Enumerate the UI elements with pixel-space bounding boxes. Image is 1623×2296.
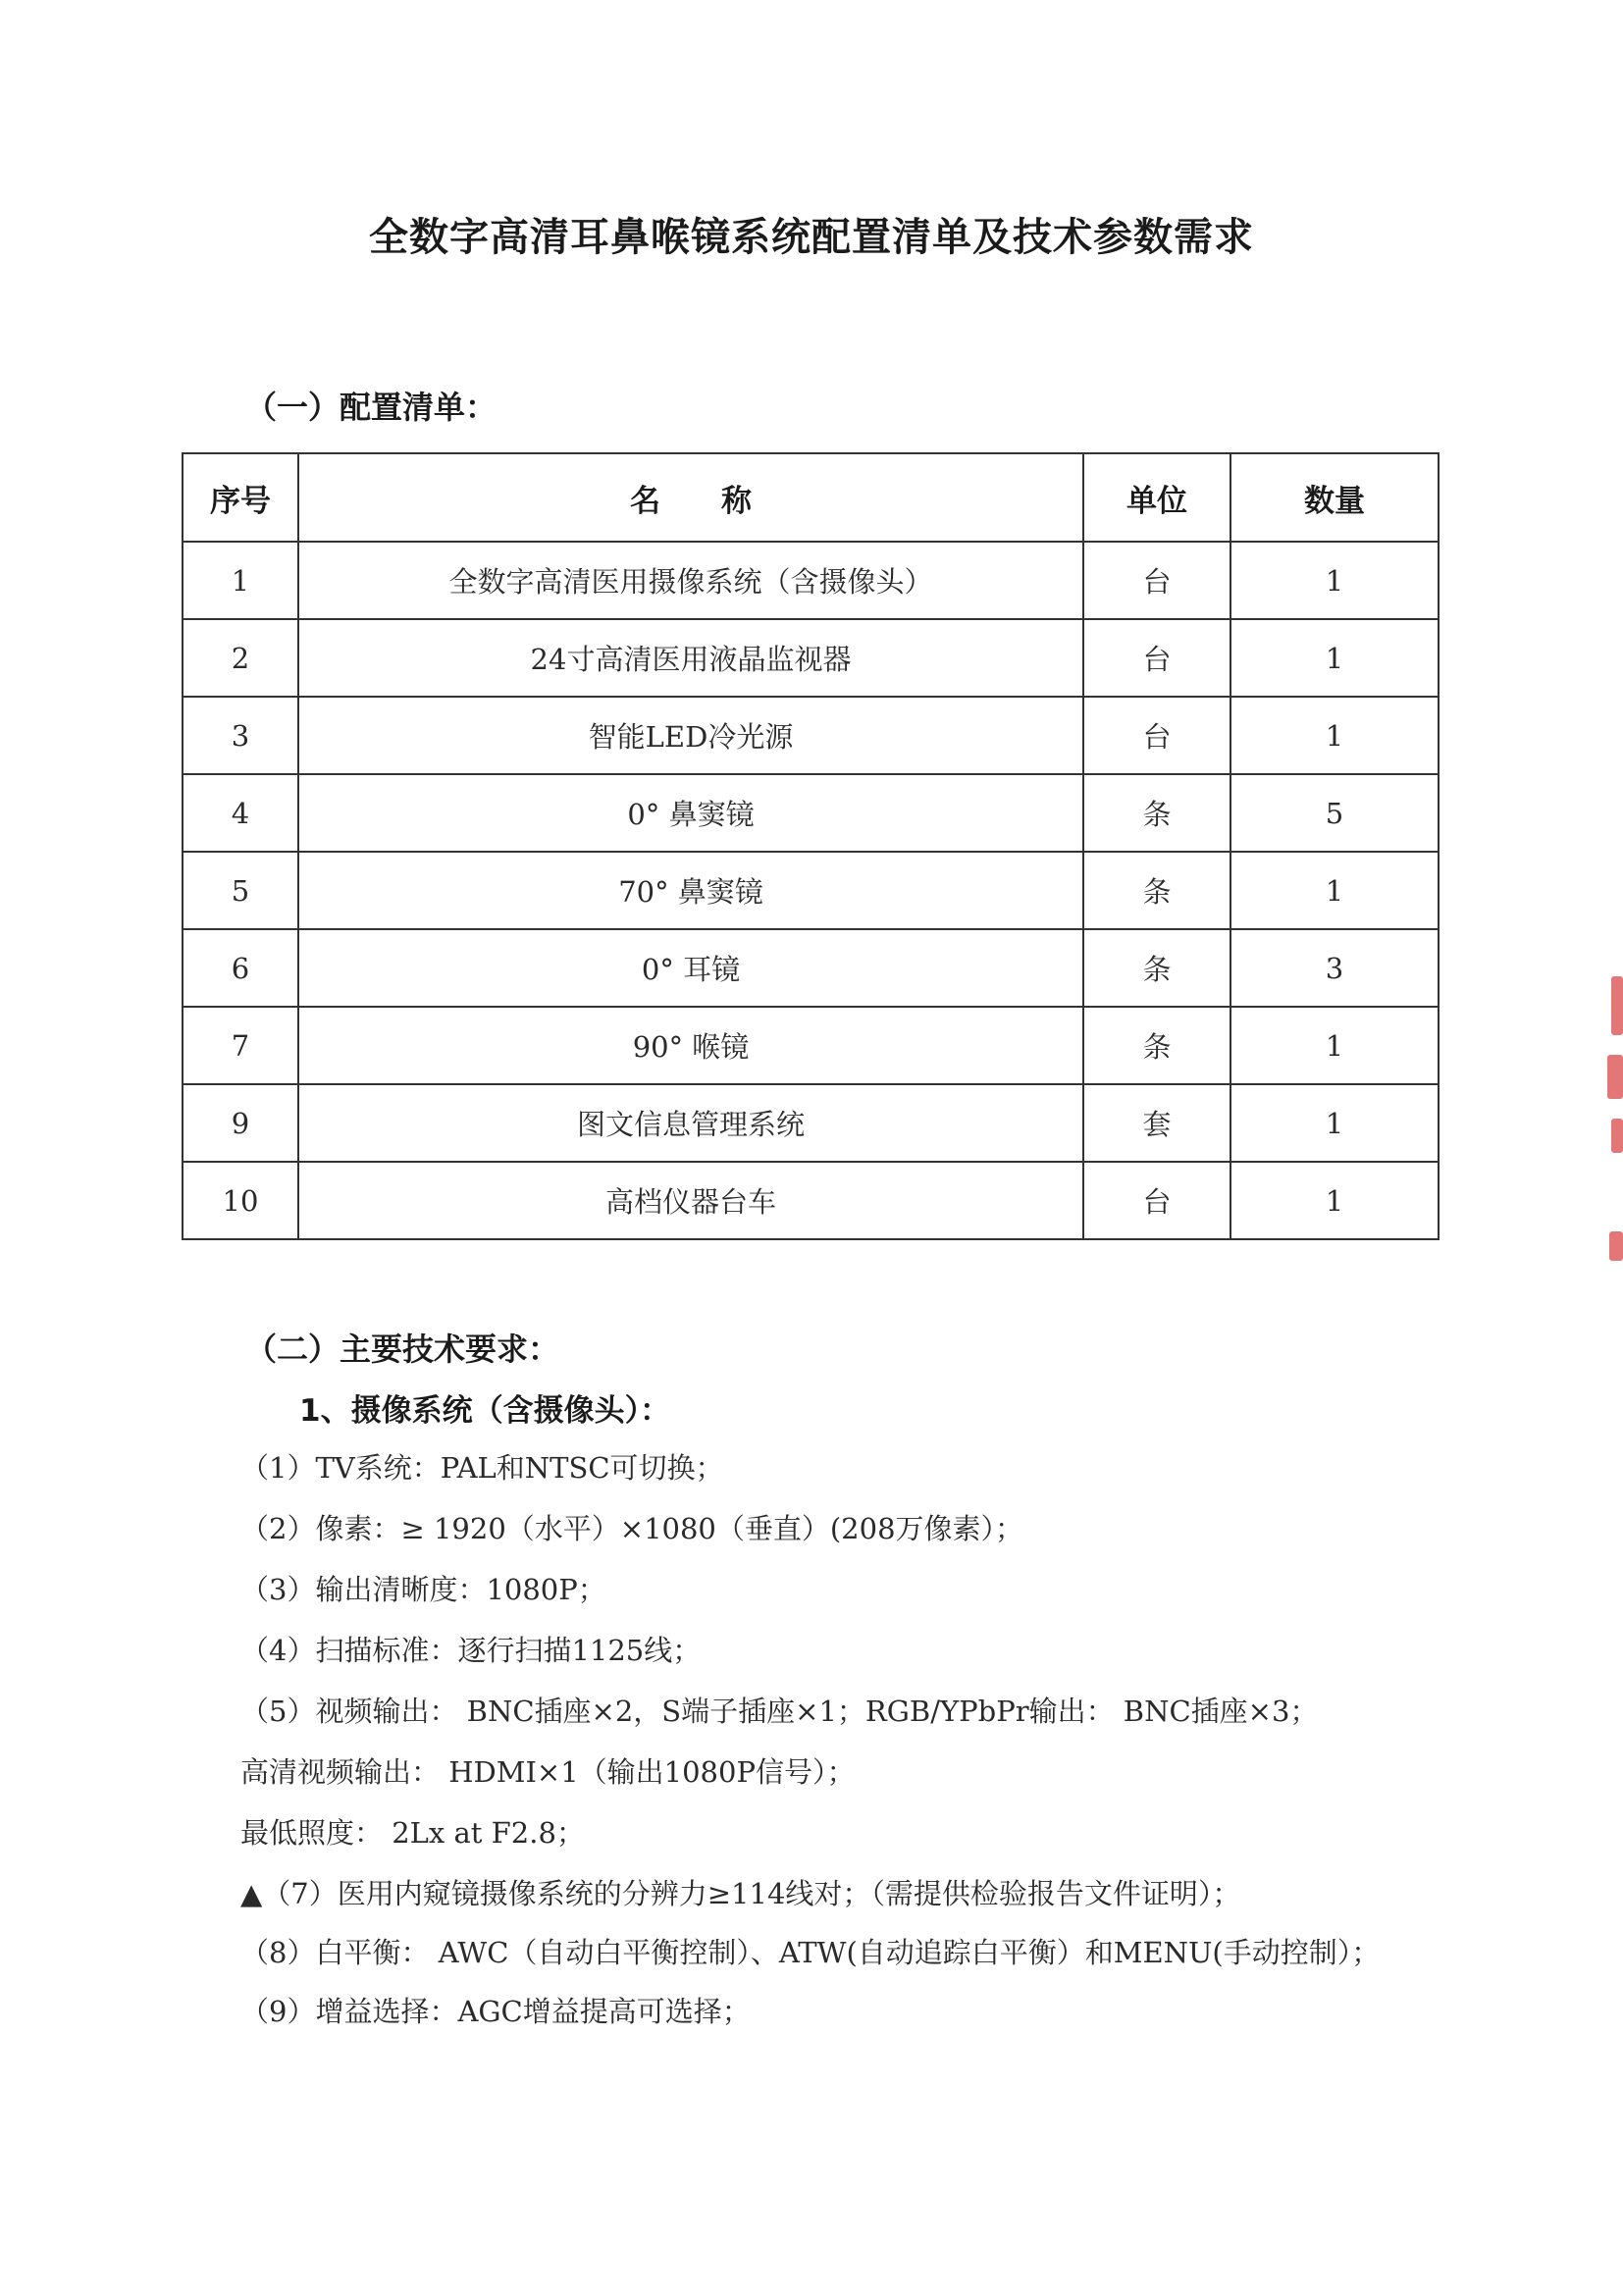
header-name: 名 称	[298, 453, 1083, 542]
cell-no: 3	[183, 697, 298, 774]
table-row	[183, 619, 1439, 697]
cell-unit: 条	[1083, 852, 1230, 929]
table-row	[183, 774, 1439, 852]
cell-name: 智能LED冷光源	[298, 697, 1083, 774]
seal-edge-mark	[1611, 976, 1623, 1035]
seal-edge-mark	[1607, 1055, 1623, 1099]
list-item: 高清视频输出： HDMI×1（输出1080P信号）；	[240, 1755, 856, 1789]
cell-no: 10	[183, 1162, 298, 1239]
cell-no: 5	[183, 852, 298, 929]
cell-name: 0° 鼻窦镜	[298, 774, 1083, 852]
table-row	[183, 1007, 1439, 1084]
cell-qty: 1	[1230, 542, 1439, 619]
cell-unit: 套	[1083, 1084, 1230, 1162]
config-table-header-row	[183, 453, 1439, 542]
cell-no: 2	[183, 619, 298, 697]
header-unit: 单位	[1083, 453, 1230, 542]
cell-no: 1	[183, 542, 298, 619]
list-item: （8）白平衡： AWC（自动白平衡控制）、ATW(自动追踪白平衡）和MENU(手动控制）；	[240, 1936, 1381, 1969]
list-item: （9）增益选择：AGC增益提高可选择；	[240, 1995, 751, 2028]
seal-edge-mark	[1611, 1119, 1623, 1153]
cell-qty: 1	[1230, 852, 1439, 929]
table-row	[183, 852, 1439, 929]
cell-name: 90° 喉镜	[298, 1007, 1083, 1084]
cell-name: 70° 鼻窦镜	[298, 852, 1083, 929]
cell-qty: 3	[1230, 929, 1439, 1007]
list-item: 最低照度： 2Lx at F2.8；	[240, 1816, 585, 1850]
cell-unit: 台	[1083, 697, 1230, 774]
list-item: （3）输出清晰度：1080P；	[240, 1573, 606, 1606]
subheading-camera-system: 1、摄像系统（含摄像头）：	[299, 1393, 671, 1429]
cell-qty: 5	[1230, 774, 1439, 852]
cell-qty: 1	[1230, 1084, 1439, 1162]
list-item: （4）扫描标准：逐行扫描1125线；	[240, 1634, 702, 1667]
cell-unit: 台	[1083, 542, 1230, 619]
table-row	[183, 697, 1439, 774]
cell-no: 9	[183, 1084, 298, 1162]
list-item: （2）像素：≥ 1920（水平）×1080（垂直）(208万像素）；	[240, 1512, 1024, 1545]
seal-edge-mark	[1609, 1231, 1623, 1261]
header-no: 序号	[183, 453, 298, 542]
cell-unit: 条	[1083, 929, 1230, 1007]
cell-qty: 1	[1230, 619, 1439, 697]
cell-unit: 台	[1083, 619, 1230, 697]
table-row	[183, 1162, 1439, 1239]
table-row	[183, 1084, 1439, 1162]
cell-qty: 1	[1230, 697, 1439, 774]
list-item: ▲（7）医用内窥镜摄像系统的分辨力≥114线对；（需提供检验报告文件证明）；	[240, 1877, 1241, 1910]
section-heading-config-list: （一）配置清单：	[245, 389, 497, 426]
config-table	[182, 452, 1440, 1240]
cell-name: 高档仪器台车	[298, 1162, 1083, 1239]
header-qty: 数量	[1230, 453, 1439, 542]
cell-unit: 条	[1083, 774, 1230, 852]
cell-no: 6	[183, 929, 298, 1007]
cell-qty: 1	[1230, 1162, 1439, 1239]
cell-qty: 1	[1230, 1007, 1439, 1084]
requirements-list	[240, 1437, 1398, 2042]
cell-unit: 台	[1083, 1162, 1230, 1239]
cell-unit: 条	[1083, 1007, 1230, 1084]
table-row	[183, 542, 1439, 619]
cell-name: 0° 耳镜	[298, 929, 1083, 1007]
cell-no: 4	[183, 774, 298, 852]
cell-name: 24寸高清医用液晶监视器	[298, 619, 1083, 697]
cell-name: 全数字高清医用摄像系统（含摄像头）	[298, 542, 1083, 619]
cell-name: 图文信息管理系统	[298, 1084, 1083, 1162]
list-item: （5）视频输出： BNC插座×2，S端子插座×1；RGB/YPbPr输出： BNC插座×3；	[240, 1695, 1319, 1728]
page-title: 全数字高清耳鼻喉镜系统配置清单及技术参数需求	[369, 215, 1254, 260]
list-item: （1）TV系统：PAL和NTSC可切换；	[240, 1451, 724, 1485]
table-row	[183, 929, 1439, 1007]
section-heading-tech-requirements: （二）主要技术要求：	[245, 1331, 560, 1368]
cell-no: 7	[183, 1007, 298, 1084]
